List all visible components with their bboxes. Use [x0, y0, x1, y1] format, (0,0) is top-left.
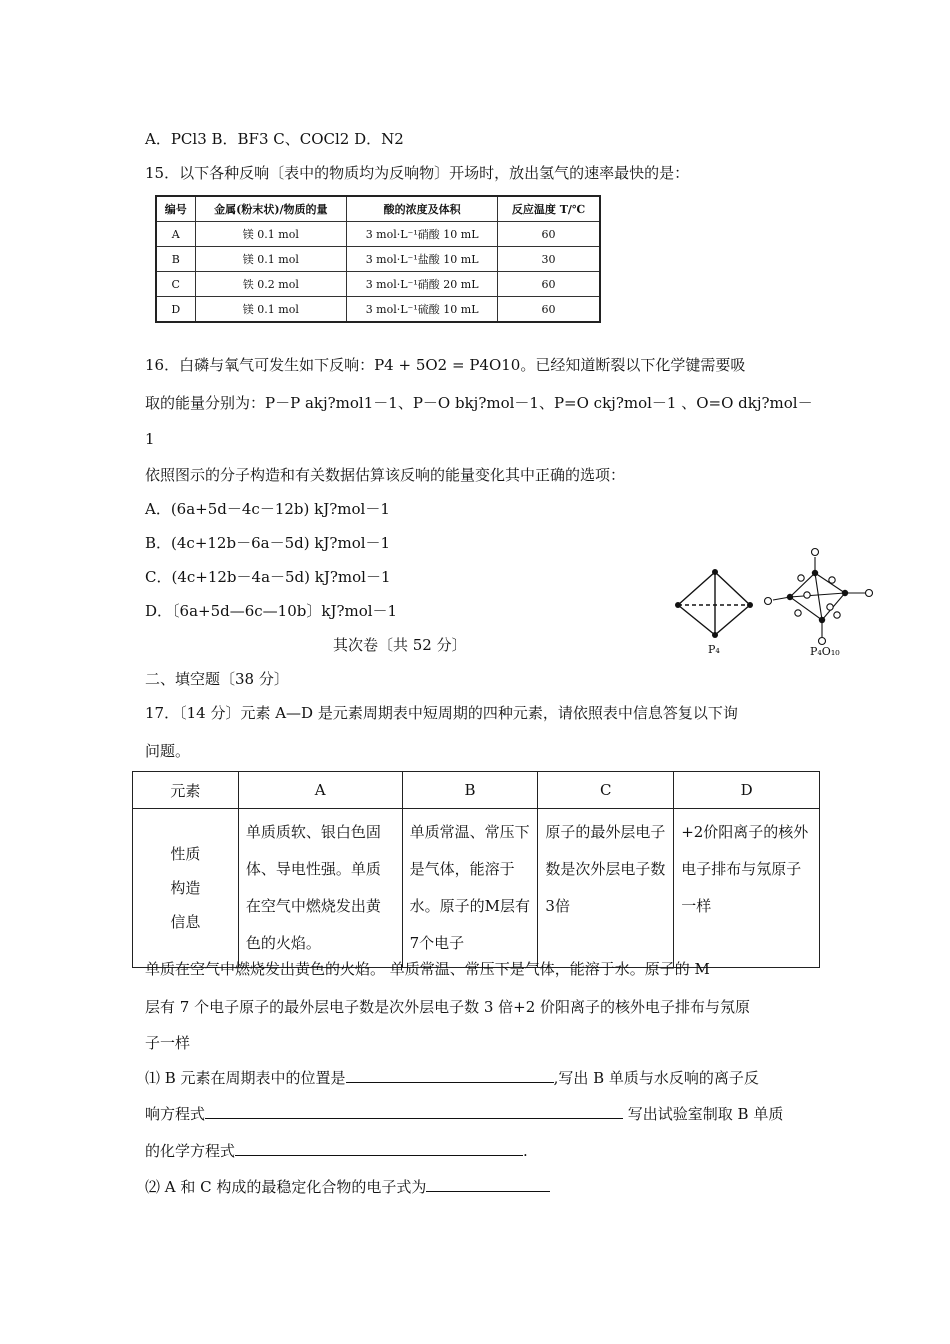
q17-table: [132, 771, 820, 968]
cell-d: [674, 809, 820, 968]
header-cell: D: [674, 772, 820, 809]
cell-metal: 镁 0.1 mol: [195, 297, 347, 323]
cell-a-text: 单质质软、银白色固体、导电性强。单质在空气中燃烧发出黄色的火焰。: [245, 823, 381, 952]
cell-c: [538, 809, 674, 968]
q17-part1-text-a: ⑴ B 元素在周期表中的位置是: [145, 1069, 346, 1087]
cell-acid: 3 mol·L⁻¹盐酸 10 mL: [347, 247, 498, 272]
header-cell: C: [538, 772, 674, 809]
table-row: [156, 272, 600, 297]
q17-after1: 单质在空气中燃烧发出黄色的火焰。 单质常温、常压下是气体，能溶于水。原子的 M: [145, 960, 710, 978]
header-cell: 编号: [156, 196, 195, 222]
q17-line2: 问题。: [145, 742, 191, 760]
q17-part1-text-b: ,写出 B 单质与水反响的离子反: [553, 1069, 759, 1087]
q17-after3: 子一样: [145, 1034, 191, 1052]
section-title: 二、填空题〔38 分〕: [145, 670, 289, 688]
cell-metal: 镁 0.1 mol: [195, 247, 347, 272]
q16-option-b: B．(4c+12b－6a－5d) kJ?mol－1: [145, 534, 391, 552]
q17-part1-text-e: 的化学方程式: [145, 1142, 236, 1160]
row-label: 性质 构造 信息: [133, 809, 239, 968]
p4-label: P₄: [708, 643, 720, 656]
q17-part2-text: ⑵ A 和 C 构成的最稳定化合物的电子式为: [145, 1178, 427, 1196]
q16-line2: 取的能量分别为：P－P akj?mol1－1、P－O bkj?mol－1、P=O ckj?mol－1 、O=O dkj?mol－: [145, 394, 813, 412]
header-cell: 元素: [133, 772, 239, 809]
cell-b: [402, 809, 538, 968]
answer-blank-position[interactable]: [346, 1067, 554, 1083]
cell-acid: 3 mol·L⁻¹硝酸 20 mL: [347, 272, 498, 297]
part2-title: 其次卷〔共 52 分〕: [333, 636, 467, 654]
header-cell: 金属(粉末状)/物质的量: [195, 196, 347, 222]
cell-id: A: [156, 222, 195, 247]
q17-part1-text-c: 响方程式: [145, 1105, 206, 1123]
q17-after2: 层有 7 个电子原子的最外层电子数是次外层电子数 3 倍+2 价阳离子的核外电子排布与氖原: [145, 998, 751, 1016]
q16-line4: 依照图示的分子构造和有关数据估算该反响的能量变化其中正确的选项：: [145, 466, 626, 484]
header-cell: A: [238, 772, 402, 809]
table-row: [156, 222, 600, 247]
q17-part1-line2: [145, 1103, 783, 1124]
cell-id: D: [156, 297, 195, 323]
header-cell: 酸的浓度及体积: [347, 196, 498, 222]
q16-option-a: A．(6a+5d－4c－12b) kJ?mol－1: [145, 500, 390, 518]
q16-option-d: D．〔6a+5d—6c—10b〕kJ?mol－1: [145, 602, 398, 620]
cell-id: B: [156, 247, 195, 272]
p4o10-label: P₄O₁₀: [810, 645, 840, 658]
q14-options: A．PCl3 B．BF3 C、COCl2 D．N2: [145, 130, 404, 148]
table-header-row: [156, 196, 600, 222]
cell-b-text: 单质常温、常压下是气体，能溶于水。原子的M层有7个电子: [409, 823, 530, 952]
cell-temp: 60: [498, 297, 600, 323]
molecule-structure-svg: [670, 545, 875, 663]
cell-acid: 3 mol·L⁻¹硫酸 10 mL: [347, 297, 498, 323]
answer-blank-ionic-equation[interactable]: [205, 1103, 623, 1119]
answer-blank-lab-equation[interactable]: [235, 1140, 523, 1156]
cell-id: C: [156, 272, 195, 297]
cell-temp: 30: [498, 247, 600, 272]
q17-part1-text-d: 写出试验室制取 B 单质: [623, 1105, 784, 1123]
cell-c-text: 原子的最外层电子数是次外层电子数3倍: [545, 823, 666, 915]
q15-stem: 15．以下各种反响〔表中的物质均为反响物〕开场时，放出氢气的速率最快的是：: [145, 164, 690, 182]
table-row: [156, 247, 600, 272]
cell-d-text: +2价阳离子的核外电子排布与氖原子一样: [681, 823, 809, 915]
q15-table: [155, 195, 601, 323]
q17-line1: 17．〔14 分〕元素 A—D 是元素周期表中短周期的四种元素，请依照表中信息答复以下询: [145, 704, 738, 722]
cell-temp: 60: [498, 272, 600, 297]
header-cell: 反应温度 T/℃: [498, 196, 600, 222]
table-row: [133, 809, 820, 968]
q16-line1: 16．白磷与氧气可发生如下反响：P4 + 5O2 = P4O10。已经知道断裂以下化学键需要吸: [145, 356, 746, 374]
cell-acid: 3 mol·L⁻¹硝酸 10 mL: [347, 222, 498, 247]
q17-part1-line1: [145, 1067, 759, 1088]
cell-metal: 镁 0.1 mol: [195, 222, 347, 247]
q16-option-c: C．(4c+12b－4a－5d) kJ?mol－1: [145, 568, 391, 586]
q17-part1-line3: [145, 1140, 528, 1161]
answer-blank-electron-formula[interactable]: [426, 1176, 550, 1192]
table-header-row: [133, 772, 820, 809]
q17-part2-line: [145, 1176, 550, 1197]
cell-metal: 铁 0.2 mol: [195, 272, 347, 297]
header-cell: B: [402, 772, 538, 809]
molecule-figure: [670, 545, 875, 663]
table-row: [156, 297, 600, 323]
q17-part1-text-f: .: [523, 1142, 528, 1160]
q16-line3: 1: [145, 430, 155, 448]
cell-a: [238, 809, 402, 968]
cell-temp: 60: [498, 222, 600, 247]
